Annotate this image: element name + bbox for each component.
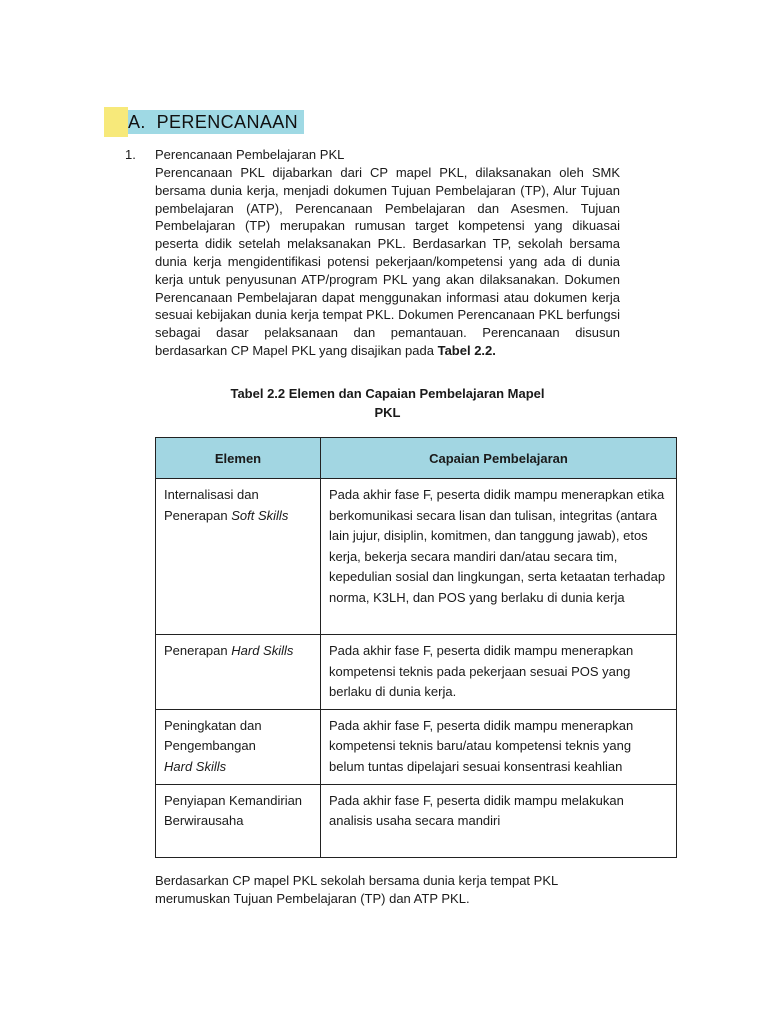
table-caption: [210, 384, 565, 422]
closing-paragraph: Berdasarkan CP mapel PKL sekolah bersama dunia kerja tempat PKL merumuskan Tujuan Pembelajaran (TP) dan ATP PKL.: [155, 873, 558, 906]
list-number: 1.: [125, 147, 136, 162]
elemen-cell: Internalisasi dan Penerapan Soft Skills: [156, 479, 321, 635]
capaian-cell: Pada akhir fase F, peserta didik mampu menerapkan kompetensi teknis pada pekerjaan sesuai POS yang berlaku di dunia kerja.: [321, 635, 677, 710]
caption-line-1: Tabel 2.2 Elemen dan Capaian Pembelajaran Mapel: [230, 386, 545, 401]
table-row: [156, 635, 677, 710]
body-paragraph: [155, 164, 620, 360]
capaian-table: [155, 437, 677, 858]
capaian-cell: Pada akhir fase F, peserta didik mampu melakukan analisis usaha secara mandiri: [321, 784, 677, 857]
paragraph-text: Perencanaan PKL dijabarkan dari CP mapel PKL, dilaksanakan oleh SMK bersama dunia kerja, menjadi dokumen Tujuan Pembelajaran (TP), Alur Tujuan pembelajaran (ATP), Perencanaan Pembelajaran dan Asesmen. Tujuan Pembelajaran (TP) merupakan rumusan target kompetensi yang dikuasai peserta didik setelah melaksanakan PKL. Berdasarkan TP, sekolah bersama dunia kerja mengidentifikasi potensi pekerjaan/kompetensi yang ada di dunia kerja untuk penyusunan ATP/program PKL yang akan dilaksanakan. Dokumen Perencanaan Pembelajaran dapat menggunakan informasi atau dokumen kerja sesuai kebijakan dunia kerja tempat PKL. Dokumen Perencanaan PKL berfungsi sebagai dasar pelaksanaan dan pemantauan. Perencanaan disusun berdasarkan CP Mapel PKL yang disajikan pada: [155, 165, 620, 358]
heading-highlight-yellow: [104, 107, 128, 137]
capaian-cell: Pada akhir fase F, peserta didik mampu menerapkan etika berkomunikasi secara lisan dan tulisan, integritas (antara lain jujur, disiplin, komitmen, dan tanggung jawab), etos kerja, bekerja secara mandiri dan/atau secara tim, kepedulian sosial dan lingkungan, serta ketaatan terhadap norma, K3LH, dan POS yang berlaku di dunia kerja: [321, 479, 677, 635]
capaian-cell: Pada akhir fase F, peserta didik mampu menerapkan kompetensi teknis baru/atau kompetensi teknis yang belum tuntas dipelajari sesuai konsentrasi keahlian: [321, 709, 677, 784]
table-row: [156, 479, 677, 635]
elemen-cell: Penyiapan Kemandirian Berwirausaha: [156, 784, 321, 857]
table-row: [156, 709, 677, 784]
elemen-cell: Peningkatan dan Pengembangan Hard Skills: [156, 709, 321, 784]
table-header-row: [156, 438, 677, 479]
section-title: [128, 110, 298, 134]
table-row: [156, 784, 677, 857]
table-reference: Tabel 2.2.: [437, 342, 496, 358]
section-title-text: PERENCANAAN: [156, 112, 299, 132]
elemen-cell: Penerapan Hard Skills: [156, 635, 321, 710]
header-capaian: Capaian Pembelajaran: [321, 438, 677, 479]
subsection-title: Perencanaan Pembelajaran PKL: [155, 147, 345, 162]
section-letter: A.: [128, 112, 146, 132]
caption-line-2: PKL: [374, 405, 401, 420]
header-elemen: Elemen: [156, 438, 321, 479]
